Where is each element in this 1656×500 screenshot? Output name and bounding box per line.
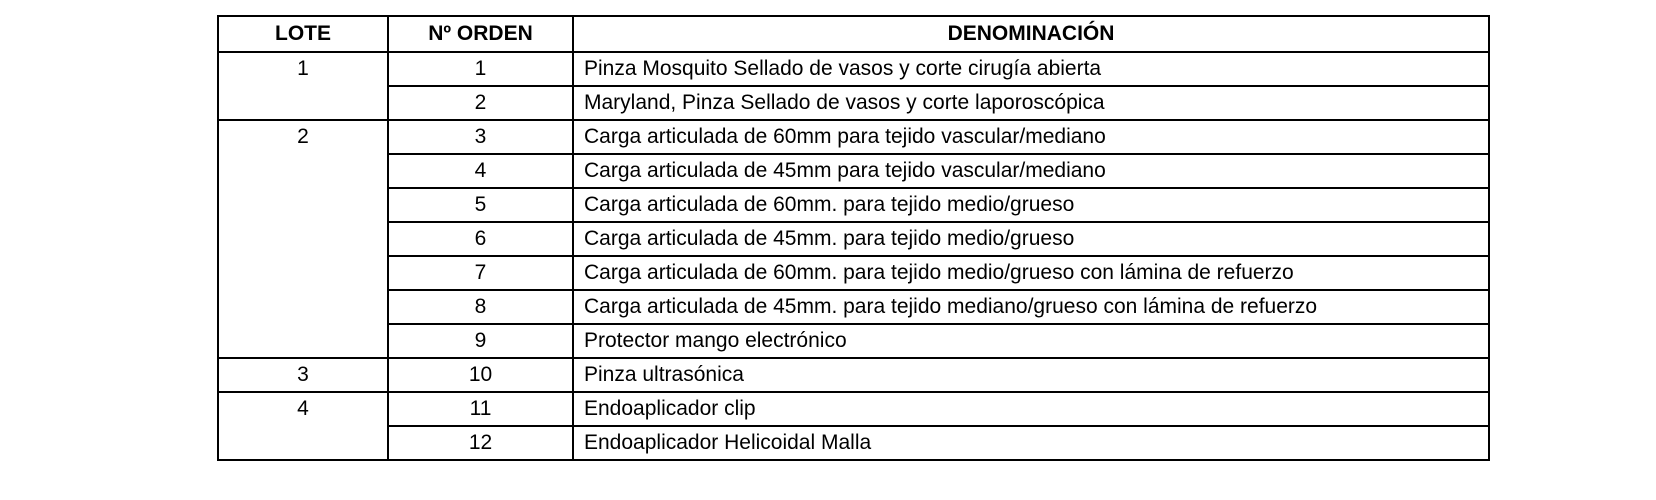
table-row (218, 154, 1489, 188)
header-lote: LOTE (218, 16, 388, 52)
orden-cell: 11 (388, 392, 573, 426)
lote-cell: 1 (218, 52, 388, 120)
table-row (218, 392, 1489, 426)
lote-cell: 2 (218, 120, 388, 358)
orden-cell: 1 (388, 52, 573, 86)
denominacion-cell: Protector mango electrónico (573, 324, 1489, 358)
lote-cell: 3 (218, 358, 388, 392)
denominacion-cell: Carga articulada de 45mm. para tejido medio/grueso (573, 222, 1489, 256)
denominacion-cell: Carga articulada de 45mm. para tejido mediano/grueso con lámina de refuerzo (573, 290, 1489, 324)
denominacion-cell: Pinza ultrasónica (573, 358, 1489, 392)
table-row (218, 86, 1489, 120)
table-row (218, 222, 1489, 256)
orden-cell: 10 (388, 358, 573, 392)
header-denominacion: DENOMINACIÓN (573, 16, 1489, 52)
table-row (218, 256, 1489, 290)
lotes-table (217, 15, 1490, 461)
denominacion-cell: Maryland, Pinza Sellado de vasos y corte laporoscópica (573, 86, 1489, 120)
denominacion-cell: Pinza Mosquito Sellado de vasos y corte cirugía abierta (573, 52, 1489, 86)
orden-cell: 6 (388, 222, 573, 256)
header-row (218, 16, 1489, 52)
table-row (218, 188, 1489, 222)
orden-cell: 7 (388, 256, 573, 290)
denominacion-cell: Endoaplicador Helicoidal Malla (573, 426, 1489, 460)
table-row (218, 426, 1489, 460)
orden-cell: 2 (388, 86, 573, 120)
denominacion-cell: Carga articulada de 60mm. para tejido medio/grueso (573, 188, 1489, 222)
lote-cell: 4 (218, 392, 388, 460)
denominacion-cell: Carga articulada de 60mm para tejido vascular/mediano (573, 120, 1489, 154)
orden-cell: 9 (388, 324, 573, 358)
table-row (218, 290, 1489, 324)
denominacion-cell: Endoaplicador clip (573, 392, 1489, 426)
table-row (218, 324, 1489, 358)
orden-cell: 8 (388, 290, 573, 324)
orden-cell: 5 (388, 188, 573, 222)
orden-cell: 4 (388, 154, 573, 188)
orden-cell: 3 (388, 120, 573, 154)
table-row (218, 358, 1489, 392)
orden-cell: 12 (388, 426, 573, 460)
table-body (218, 52, 1489, 460)
table-row (218, 120, 1489, 154)
denominacion-cell: Carga articulada de 45mm para tejido vascular/mediano (573, 154, 1489, 188)
table-row (218, 52, 1489, 86)
header-orden: Nº ORDEN (388, 16, 573, 52)
denominacion-cell: Carga articulada de 60mm. para tejido medio/grueso con lámina de refuerzo (573, 256, 1489, 290)
